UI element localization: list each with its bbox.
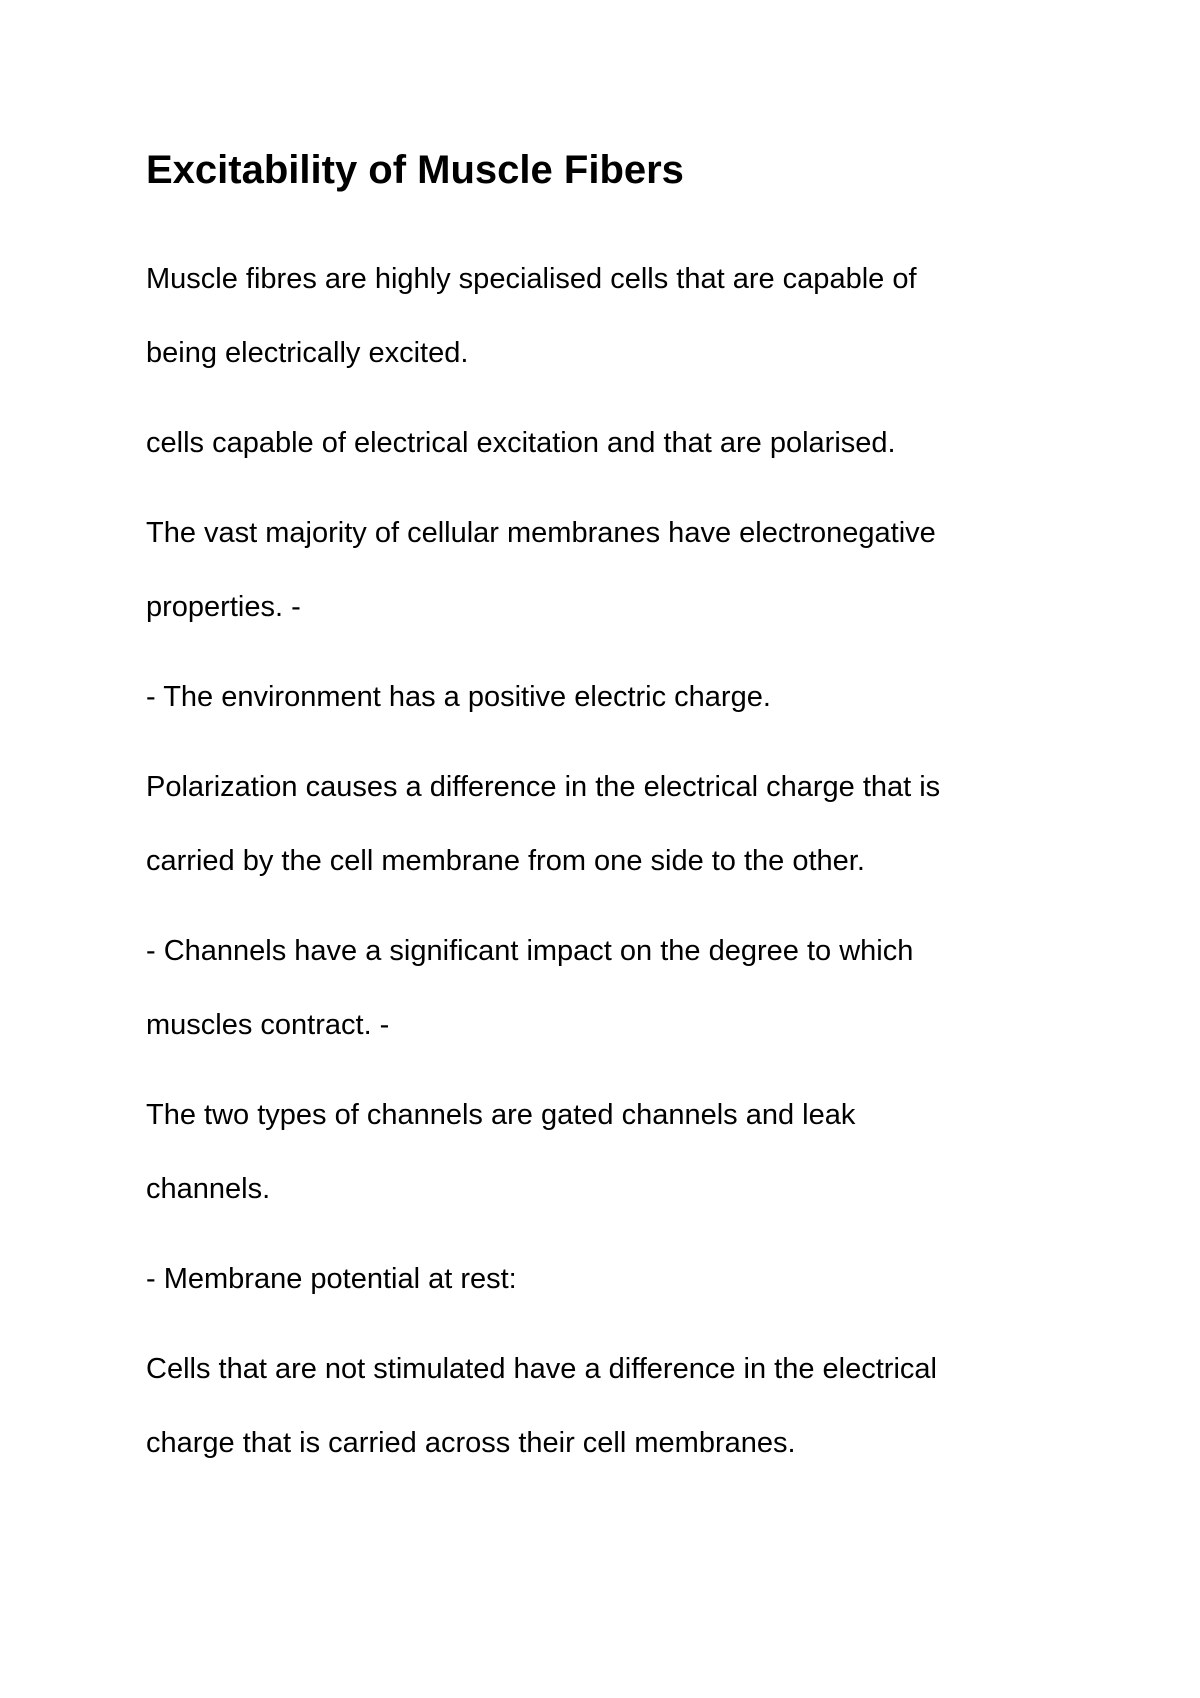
paragraph-unstimulated-cells bbox=[146, 1332, 1066, 1480]
text-line: carried by the cell membrane from one side to the other. bbox=[146, 845, 865, 877]
text-line: Muscle fibres are highly specialised cells that are capable of bbox=[146, 263, 917, 295]
text-line: - The environment has a positive electric charge. bbox=[146, 681, 771, 713]
paragraph-electronegative bbox=[146, 496, 1066, 644]
text-line: channels. bbox=[146, 1173, 271, 1205]
paragraph-positive-environment bbox=[146, 660, 1066, 734]
text-line: muscles contract. - bbox=[146, 1009, 390, 1041]
paragraph-channels-impact bbox=[146, 914, 1066, 1062]
text-line: The two types of channels are gated channels and leak bbox=[146, 1099, 856, 1131]
text-line: Polarization causes a difference in the electrical charge that is bbox=[146, 771, 941, 803]
text-line: - Membrane potential at rest: bbox=[146, 1263, 517, 1295]
document-body bbox=[146, 140, 1066, 1480]
paragraph-resting-potential bbox=[146, 1242, 1066, 1316]
text-line: properties. - bbox=[146, 591, 301, 623]
text-line: - Channels have a significant impact on the degree to which bbox=[146, 935, 914, 967]
text-line: being electrically excited. bbox=[146, 337, 469, 369]
paragraph-polarised-cells bbox=[146, 406, 1066, 480]
text-line: The vast majority of cellular membranes have electronegative bbox=[146, 517, 936, 549]
paragraph-channel-types bbox=[146, 1078, 1066, 1226]
text-line: Cells that are not stimulated have a difference in the electrical bbox=[146, 1353, 937, 1385]
paragraph-polarization bbox=[146, 750, 1066, 898]
paragraph-muscle-fibres bbox=[146, 242, 1066, 390]
text-line: charge that is carried across their cell membranes. bbox=[146, 1427, 796, 1459]
document-title: Excitability of Muscle Fibers bbox=[146, 148, 684, 192]
text-line: cells capable of electrical excitation and that are polarised. bbox=[146, 427, 896, 459]
